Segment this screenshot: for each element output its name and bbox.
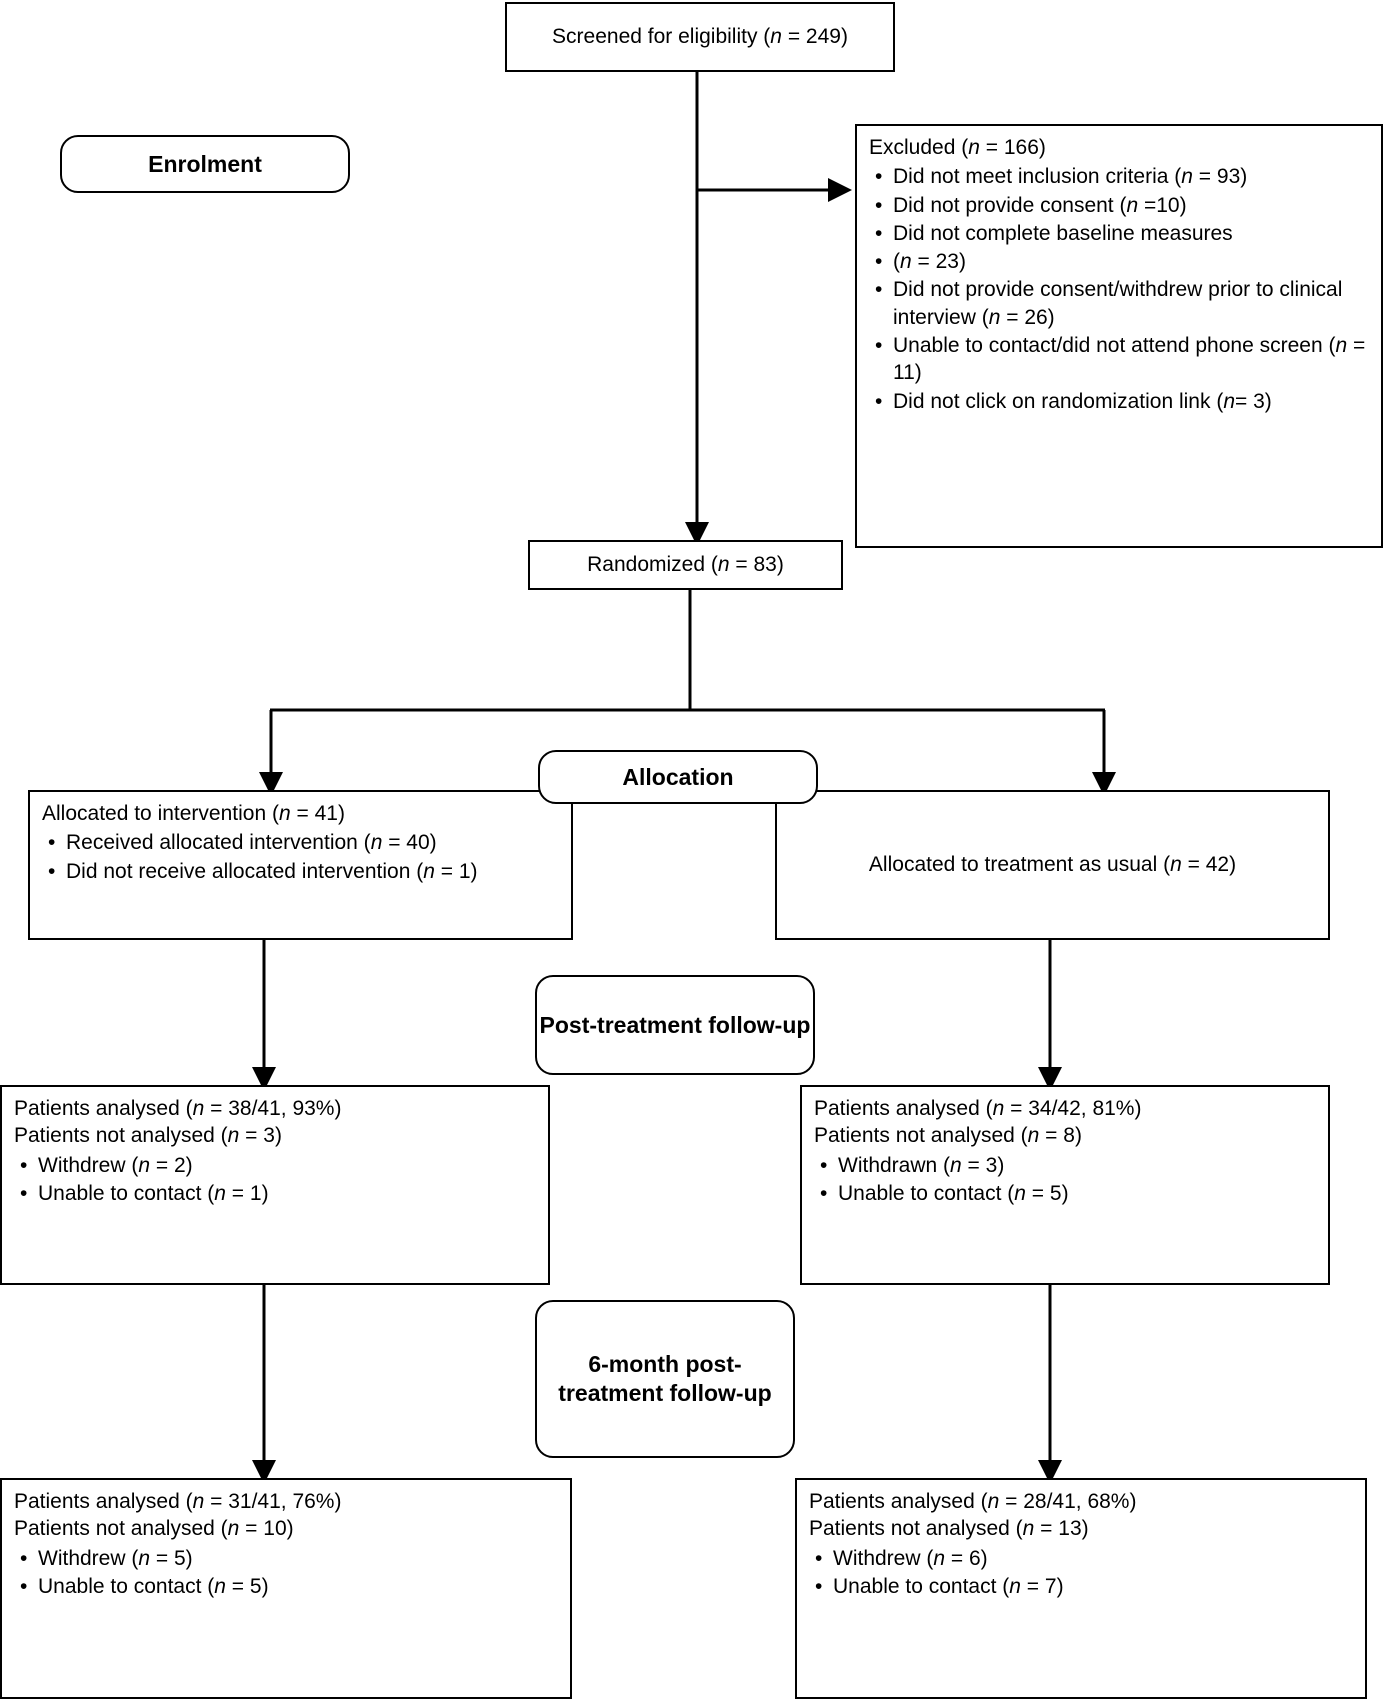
allocation-left-heading: Allocated to intervention (n = 41) <box>42 802 345 825</box>
list-item: • Did not click on randomization link (n= 3) <box>891 388 1369 415</box>
post-right-subheading: Patients not analysed (n = 8) <box>814 1124 1082 1148</box>
box-post-left <box>0 1085 550 1285</box>
excluded-list <box>869 163 1369 415</box>
box-randomized <box>528 540 843 590</box>
list-item: • Withdrew (n = 2) <box>36 1152 536 1179</box>
list-item: • Received allocated intervention (n = 40) <box>64 829 559 856</box>
post-left-subheading: Patients not analysed (n = 3) <box>14 1124 282 1148</box>
stage-post-treatment-label: Post-treatment follow-up <box>539 1011 811 1038</box>
list-item: • Withdrew (n = 6) <box>831 1545 1353 1572</box>
list-item: • Unable to contact (n = 7) <box>831 1573 1353 1600</box>
box-six-left <box>0 1478 572 1699</box>
allocation-right-heading: Allocated to treatment as usual (n = 42) <box>868 853 1237 877</box>
six-left-list <box>14 1545 558 1601</box>
box-excluded <box>855 124 1383 548</box>
box-allocated-tau <box>775 790 1330 940</box>
six-left-subheading: Patients not analysed (n = 10) <box>14 1517 294 1541</box>
list-item: • Withdrew (n = 5) <box>36 1545 558 1572</box>
list-item: • Did not receive allocated intervention (n = 1) <box>64 858 559 885</box>
post-left-heading: Patients analysed (n = 38/41, 93%) <box>14 1097 342 1120</box>
list-item: • Unable to contact/did not attend phone screen (n = 11) <box>891 332 1369 387</box>
box-screened <box>505 2 895 72</box>
post-right-list <box>814 1152 1316 1208</box>
list-item: • Did not provide consent/withdrew prior to clinical interview (n = 26) <box>891 276 1369 331</box>
box-allocated-intervention <box>28 790 573 940</box>
list-item: • (n = 23) <box>891 248 1369 275</box>
box-six-right <box>795 1478 1367 1699</box>
six-left-heading: Patients analysed (n = 31/41, 76%) <box>14 1490 342 1513</box>
stage-allocation-label: Allocation <box>622 763 734 790</box>
stage-enrolment-label: Enrolment <box>148 150 262 177</box>
screened-label: Screened for eligibility (n = 249) <box>552 25 848 49</box>
list-item: • Unable to contact (n = 1) <box>36 1180 536 1207</box>
stage-allocation <box>538 750 818 804</box>
post-right-heading: Patients analysed (n = 34/42, 81%) <box>814 1097 1142 1120</box>
list-item: • Did not meet inclusion criteria (n = 93) <box>891 163 1369 190</box>
stage-six-month <box>535 1300 795 1458</box>
six-right-subheading: Patients not analysed (n = 13) <box>809 1517 1089 1541</box>
list-item: • Did not provide consent (n =10) <box>891 192 1369 219</box>
six-right-list <box>809 1545 1353 1601</box>
stage-enrolment <box>60 135 350 193</box>
list-item: • Did not complete baseline measures <box>891 220 1369 247</box>
post-left-list <box>14 1152 536 1208</box>
excluded-heading: Excluded (n = 166) <box>869 136 1046 159</box>
stage-post-treatment <box>535 975 815 1075</box>
list-item: • Unable to contact (n = 5) <box>836 1180 1316 1207</box>
list-item: • Unable to contact (n = 5) <box>36 1573 558 1600</box>
randomized-label: Randomized (n = 83) <box>587 553 784 577</box>
box-post-right <box>800 1085 1330 1285</box>
allocation-left-list <box>42 829 559 885</box>
six-right-heading: Patients analysed (n = 28/41, 68%) <box>809 1490 1137 1513</box>
list-item: • Withdrawn (n = 3) <box>836 1152 1316 1179</box>
stage-six-month-label: 6-month post-treatment follow-up <box>558 1351 772 1406</box>
